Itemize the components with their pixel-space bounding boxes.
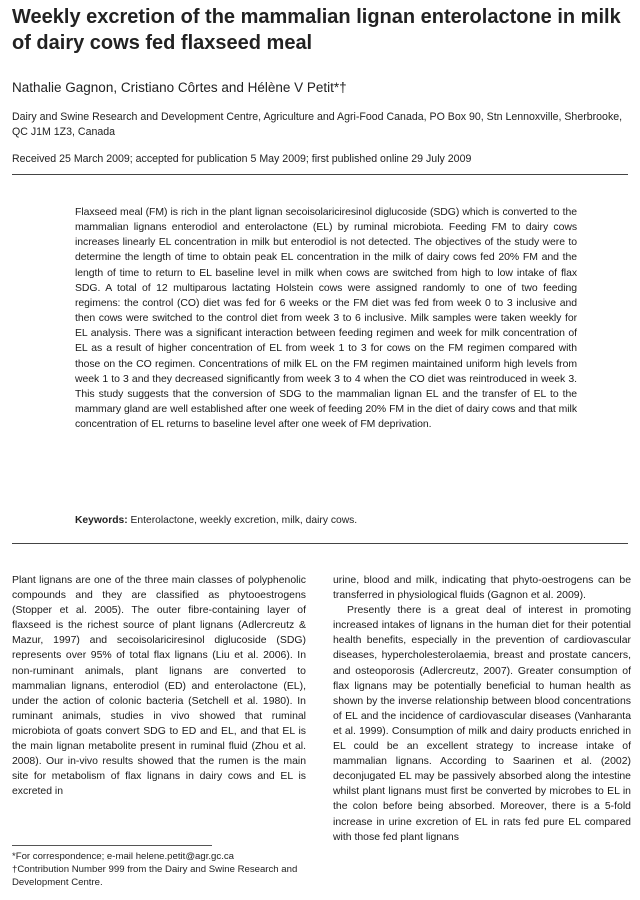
footnote-divider — [12, 845, 212, 846]
keywords-label: Keywords: — [75, 515, 128, 526]
abstract: Flaxseed meal (FM) is rich in the plant lignan secoisolariciresinol diglucoside (SDG) which is converted to the mammalian lignans enterodiol and enterolactone (EL) by ruminal microbiota. Feeding FM to dairy cows increases linearly EL concentration in milk but enterodiol is not detected. The objectives of the study were to determine the length of time to obtain peak EL concentration in the milk of dairy cows fed 20% FM and the length of time to return to EL baseline level in milk when cows are switched from high to low intake of flax SDG. A total of 12 multiparous lactating Holstein cows were assigned randomly to one of two feeding regimens: the control (CO) diet was fed for 6 weeks or the FM diet was fed from week 0 to 3 inclusive and then cows were switched to the control diet from week 3 to 6 inclusive. Milk samples were taken weekly for EL analysis. There was a significant interaction between feeding regimen and week for milk concentration of EL as a result of higher concentration of EL from week 1 to 3 for cows on the FM regimen compared with those on the CO regimen. Concentrations of milk EL on the FM regimen maintained uniform high levels from week 1 to 3 and they decreased significantly from week 3 to 4 when the CO diet was reintroduced in week 3. This study suggests that the conversion of SDG to the mammalian lignan EL and the transfer of EL to the mammary gland are well established after one week of feeding 20% FM in the diet of dairy cows and that milk concentration of EL returns to baseline level after one week of FM deprivation. — [75, 207, 577, 431]
header-divider — [12, 174, 628, 175]
publication-dates: Received 25 March 2009; accepted for publication 5 May 2009; first published online 29 July 2009 — [12, 153, 472, 165]
keywords — [75, 515, 577, 526]
body-column-left — [12, 573, 306, 799]
body-paragraph: urine, blood and milk, indicating that phyto-oestrogens can be transferred in physiological fluids (Gagnon et al. 2009). — [333, 575, 631, 602]
abstract-divider — [12, 543, 628, 544]
footnotes — [12, 850, 312, 890]
keywords-text: Enterolactone, weekly excretion, milk, dairy cows. — [130, 515, 358, 526]
body-paragraph: Plant lignans are one of the three main classes of polyphenolic compounds and they are classified as phytooestrogens (Stopper et al. 2005). The outer fibre-containing layer of flaxseed is the richest source of plant lignans (Adlercreutz & Mazur, 1997) and secoisolariciresinol diglucoside (SDG) represents over 95% of total flax lignans (Liu et al. 2006). In non-ruminant animals, plant lignans are converted to mammalian lignans, enterodiol (ED) and enterolactone (EL), under the action of colonic bacteria (Setchell et al. 1980). In ruminant animals, studies in vivo showed that ruminal microbiota of goats convert SDG to ED and EL, and that EL is the main lignan metabolite present in ruminal fluid (Zhou et al. 2008). Our in-vivo results showed that the rumen is the main site for metabolism of flax lignans in dairy cows and EL is excreted in — [12, 575, 306, 798]
contribution-footnote: †Contribution Number 999 from the Dairy and Swine Research and Development Centre. — [12, 864, 298, 889]
article-title: Weekly excretion of the mammalian lignan enterolactone in milk of dairy cows fed flaxseed meal — [12, 6, 621, 54]
body-paragraph: Presently there is a great deal of interest in promoting increased intakes of lignans in the human diet for their potential health benefits, especially in the prevention of cardiovascular diseases, hypercholesterolaemia, breast and prostate cancers, and osteoporosis (Adlercreutz, 2007). Greater consumption of flax lignans may be potentially beneficial to human health as shown by the inverse relationship between blood concentrations of EL and the incidence of cardiovascular diseases (Vanharanta et al. 1999). Consumption of milk and dairy products enriched in EL could be an excellent strategy to increase intake of mammalian lignans. According to Saarinen et al. (2002) deconjugated EL may be passively absorbed along the intestine whilst plant lignans must first be converted by microbes to EL in the colon before being absorbed. Moreover, there is a 5-fold increase in urine excretion of EL in rats fed pure EL compared with those fed plant lignans — [333, 605, 631, 843]
body-column-right — [333, 573, 631, 845]
correspondence-footnote: *For correspondence; e-mail helene.petit@agr.gc.ca — [12, 851, 234, 862]
author-list: Nathalie Gagnon, Cristiano Côrtes and Hélène V Petit*† — [12, 80, 347, 95]
affiliation: Dairy and Swine Research and Development Centre, Agriculture and Agri-Food Canada, PO Box 90, Stn Lennoxville, Sherbrooke, QC J1M 1Z3, Canada — [12, 111, 623, 138]
